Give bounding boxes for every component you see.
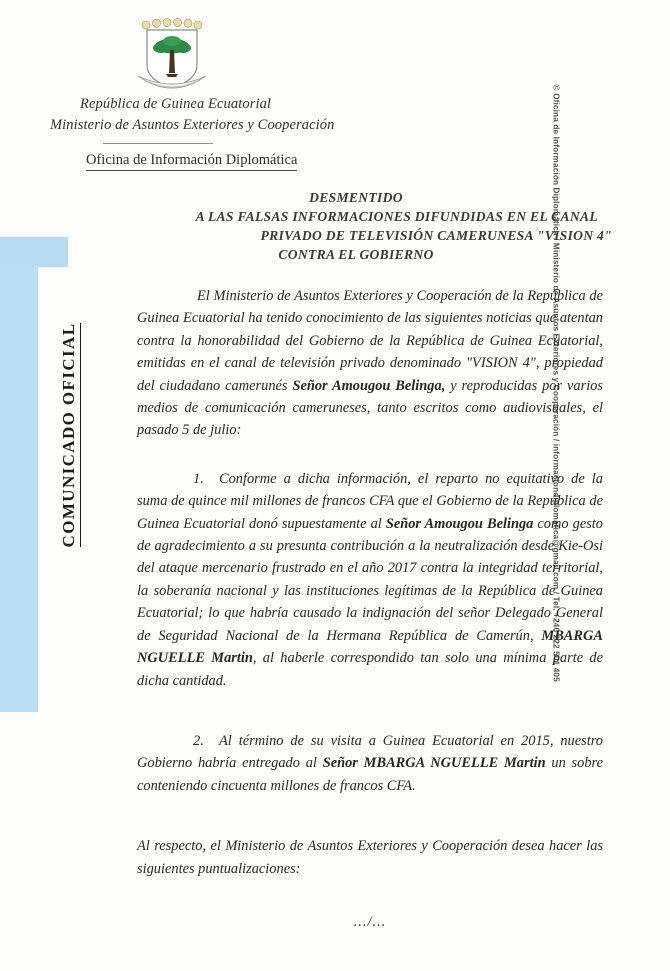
item-1-number: 1. (193, 470, 204, 487)
document-body (137, 285, 603, 931)
title-line-3: PRIVADO DE TELEVISIÓN CAMERUNESA "VISION 4" (260, 228, 612, 243)
item-2-text-part2: un sobre conteniendo cincuenta millones de francos CFA. (137, 755, 603, 794)
title-line-4: CONTRA EL GOBIERNO (278, 247, 434, 262)
header-country-line: República de Guinea Ecuatorial (80, 96, 272, 112)
item-1-bold-name-1: Señor Amougou Belinga (385, 515, 534, 532)
header-office-line: Oficina de Información Diplomática (86, 152, 297, 171)
item-1-bold-name-2: MBARGA NGUELLE Martin (137, 627, 603, 667)
paragraph-closing: Al respecto, el Ministerio de Asuntos Exteriores y Cooperación desea hacer las siguientes puntualizaciones: (137, 838, 603, 877)
item-2-bold-name: Señor MBARGA NGUELLE Martin (322, 755, 546, 772)
item-2-number: 2. (193, 732, 204, 749)
item-2-text-part1: Al término de su visita a Guinea Ecuatorial en 2015, nuestro Gobierno habría entregado al (137, 732, 603, 772)
document-title (100, 188, 612, 264)
intro-bold-name: Señor Amougou Belinga, (292, 377, 446, 394)
paragraph-intro (137, 285, 603, 442)
header-ministry-line: Ministerio de Asuntos Exteriores y Cooperación (50, 117, 335, 133)
item-1-text-part1: Conforme a dicha información, el reparto no equitativo de la suma de quince mil millones de francos CFA que el Gobierno de la República de Guinea Ecuatorial donó supuestamente al (137, 470, 603, 532)
continuation-mark: .../... (353, 913, 387, 930)
header-divider (103, 143, 213, 144)
side-footer-contact: © Oficina de Información Diplomática / Ministerio de Asuntos Exteriores y Cooperación / informaciondiplomatica@gmail.com / Tel. +240 222 501 405 (551, 84, 561, 682)
equatorial-guinea-coat-of-arms-icon (133, 18, 211, 100)
item-1-text-part3: , al haberle correspondido tan solo una mínima parte de dicha cantidad. (137, 650, 603, 689)
blue-scan-band-stem (0, 267, 38, 712)
intro-text-part2: y reproducidas por varios medios de comunicación cameruneses, tanto escritos como audiovisuales, el pasado 5 de julio: (137, 377, 603, 439)
blue-scan-band-top (0, 237, 68, 267)
paragraph-item-2 (137, 730, 603, 797)
side-label-text: COMUNICADO OFICIAL (59, 323, 81, 548)
item-1-text-part2: como gesto de agradecimiento a su presunta contribución a la neutralización desde Kie-Osi del ataque mercenario frustrado en el año 2017 contra la integridad territorial, la soberanía nacional y las instituciones legítimas de la República de Guinea Ecuatorial; lo que habría causado la indignación del señor Delegado General de Seguridad Nacional de la Hermana República de Camerún, (137, 515, 603, 644)
side-label-comunicado-oficial (59, 300, 79, 570)
title-line-2: A LAS FALSAS INFORMACIONES DIFUNDIDAS EN EL CANAL (195, 209, 598, 224)
title-line-1: DESMENTIDO (309, 190, 403, 205)
paragraph-item-1 (137, 468, 603, 692)
intro-text-part1: El Ministerio de Asuntos Exteriores y Cooperación de la República de Guinea Ecuatorial ha tenido conocimiento de las siguientes noticias que atentan contra la honorabilidad del Gobierno de la República de Guinea Ecuatorial, emitidas en el canal de televisión privado denominado "VISION 4", propiedad del ciudadano camerunés (137, 288, 603, 394)
